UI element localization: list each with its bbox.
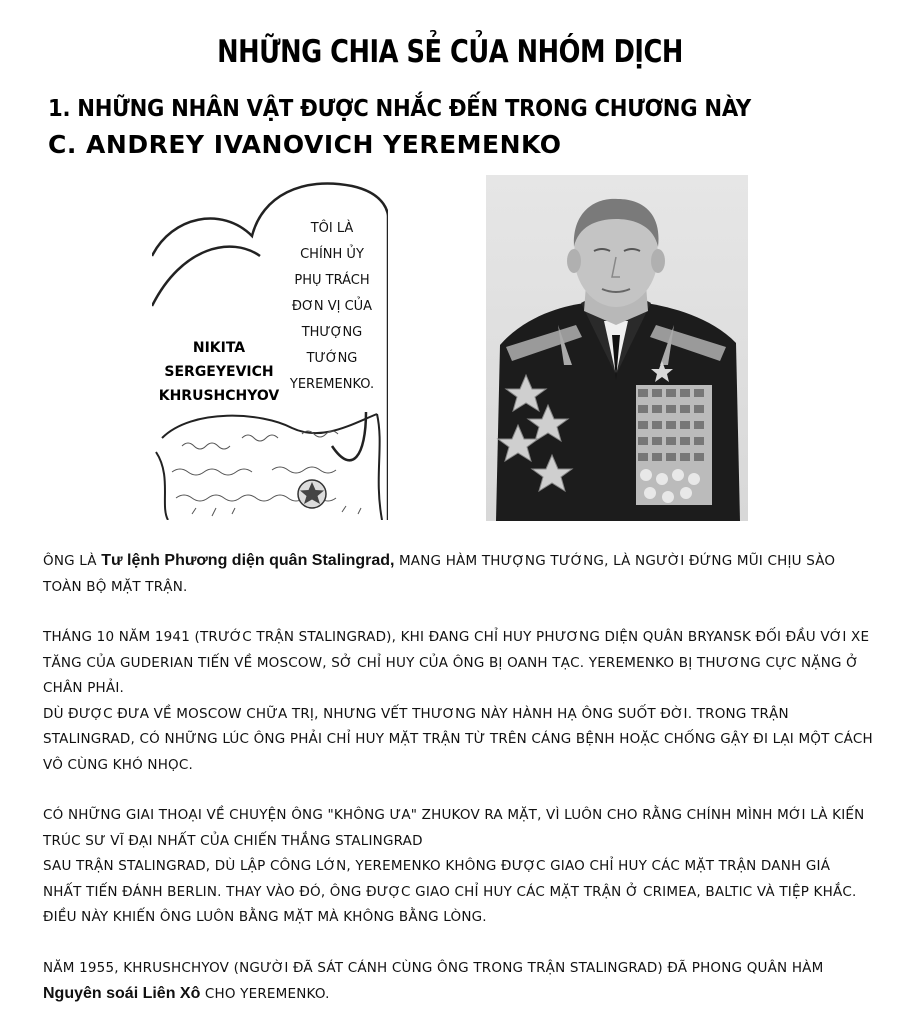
speech-bubble-text: TÔI LÀ CHÍNH ỦY PHỤ TRÁCH ĐƠN VỊ CỦA THƯỢNG TƯỚNG YEREMENKO. — [289, 221, 375, 392]
paragraph-4: CÓ NHỮNG GIAI THOẠI VỀ CHUYỆN ÔNG "KHÔNG ƯA" ZHUKOV RA MẶT, VÌ LUÔN CHO RẰNG CHÍNH MÌNH MỚI LÀ KIẾN TRÚC SƯ VĨ ĐẠI NHẤT CỦA CHIẾN THẮNG STALINGRAD — [43, 807, 865, 849]
paragraph-5: SAU TRẬN STALINGRAD, DÙ LẬP CÔNG LỚN, YEREMENKO KHÔNG ĐƯỢC GIAO CHỈ HUY CÁC MẶT TRẬN DANH GIÁ NHẤT TIẾN ĐÁNH BERLIN. THAY VÀO ĐÓ, ÔNG ĐƯỢC GIAO CHỈ HUY CÁC MẶT TRẬN Ở CRIMEA, BALTIC VÀ TIỆP KHẮC. ĐIỀU NÀY KHIẾN ÔNG LUÔN BẰNG MẶT MÀ KHÔNG BẰNG LÒNG. — [43, 858, 857, 925]
section-heading: 1. NHỮNG NHÂN VẬT ĐƯỢC NHẮC ĐẾN TRONG CHƯƠNG NÀY — [48, 96, 751, 122]
sub-heading: C. ANDREY IVANOVICH YEREMENKO — [48, 130, 562, 159]
portrait-photo — [486, 175, 748, 521]
paragraph-2: THÁNG 10 NĂM 1941 (TRƯỚC TRẬN STALINGRAD), KHI ĐANG CHỈ HUY PHƯƠNG DIỆN QUÂN BRYANSK ĐỐI ĐẦU VỚI XE TĂNG CỦA GUDERIAN TIẾN VỀ MOSCOW, SỞ CHỈ HUY CỦA ÔNG BỊ OANH TẠC. YEREMENKO BỊ THƯƠNG CỰC NẶNG Ở CHÂN PHẢI. — [43, 629, 870, 696]
portrait-figure — [486, 175, 748, 521]
character-name-label: NIKITA SERGEYEVICH KHRUSHCHYOV — [158, 340, 280, 404]
page-title: NHỮNG CHIA SẺ CỦA NHÓM DỊCH — [217, 34, 683, 70]
paragraph-3: DÙ ĐƯỢC ĐƯA VỀ MOSCOW CHỮA TRỊ, NHƯNG VẾT THƯƠNG NÀY HÀNH HẠ ÔNG SUỐT ĐỜI. TRONG TRẬN STALINGRAD, CÓ NHỮNG LÚC ÔNG PHẢI CHỈ HUY MẶT TRẬN TỪ TRÊN CÁNG BỆNH HOẶC CHỐNG GẬY ĐI LẠI MỘT CÁCH VÔ CÙNG KHÓ NHỌC. — [43, 705, 873, 773]
paragraph-1: ÔNG LÀ Tư lệnh Phương diện quân Stalingrad, MANG HÀM THƯỢNG TƯỚNG, LÀ NGƯỜI ĐỨNG MŨI CHỊU SÀO TOÀN BỘ MẶT TRẬN. — [43, 552, 836, 595]
manga-panel-image — [152, 176, 388, 520]
article-body — [43, 548, 873, 1033]
paragraph-6: NĂM 1955, KHRUSHCHYOV (NGƯỜI ĐÃ SÁT CÁNH CÙNG ÔNG TRONG TRẬN STALINGRAD) ĐÃ PHONG QUÂN HÀM Nguyên soái Liên Xô CHO YEREMENKO. — [43, 959, 824, 1002]
